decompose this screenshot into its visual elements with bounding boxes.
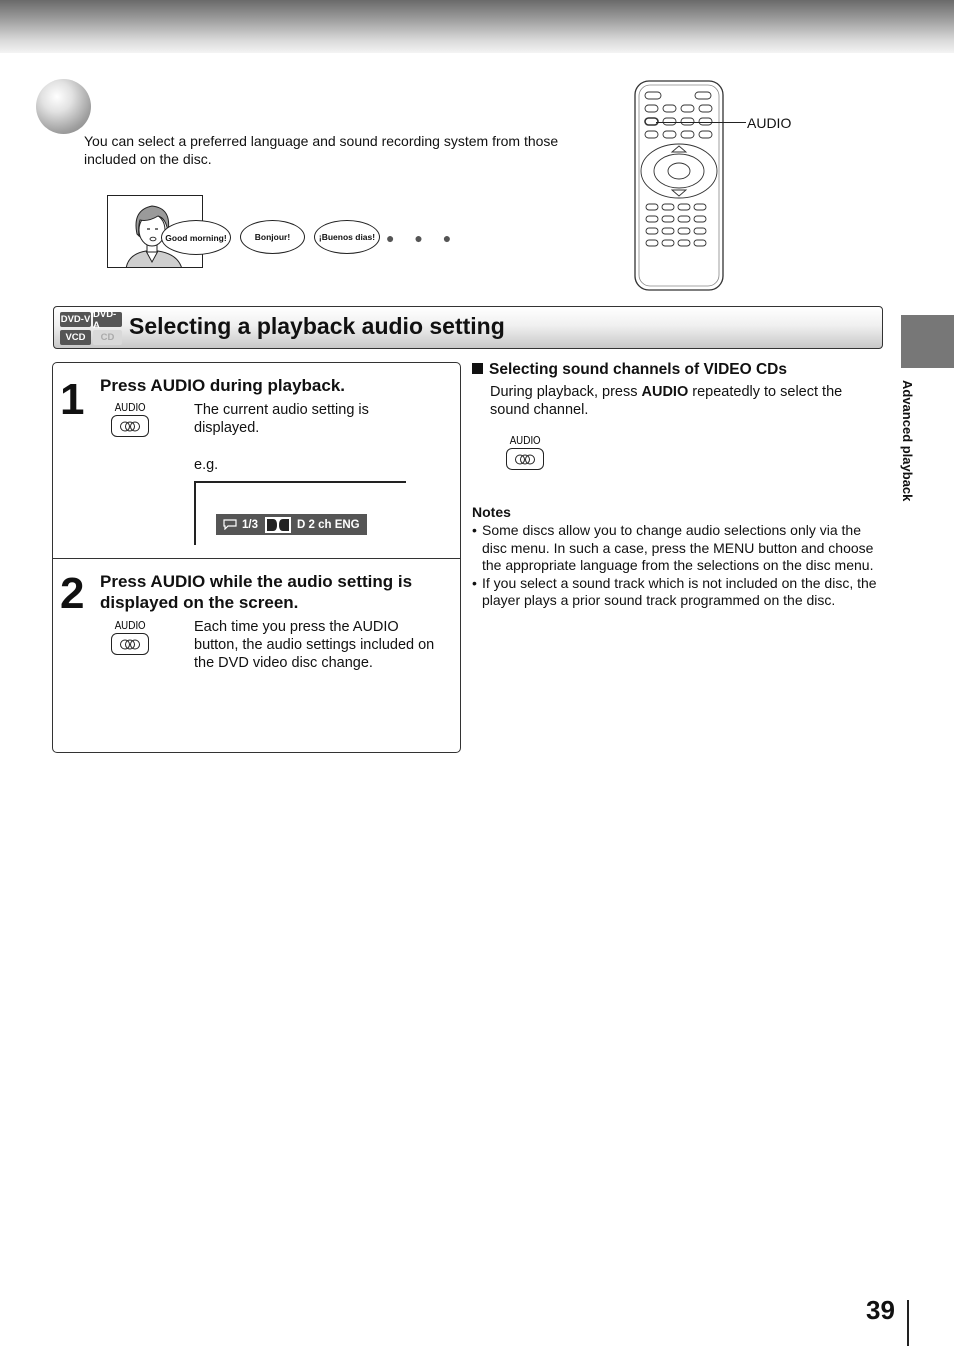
speech-icon bbox=[223, 519, 237, 530]
step-heading: Press AUDIO while the audio setting is displayed on the screen. bbox=[100, 572, 413, 612]
note-item: • If you select a sound track which is not included on the disc, the player plays a prior sound track programmed on the disc. bbox=[472, 575, 884, 610]
remote-control-illustration bbox=[634, 80, 724, 291]
chapter-tab bbox=[901, 315, 954, 368]
square-bullet-icon bbox=[472, 363, 483, 374]
vcd-subheading: Selecting sound channels of VIDEO CDs bbox=[472, 361, 787, 379]
note-item: • Some discs allow you to change audio selections only via the disc menu. In such a case, press the MENU button and choose the appropriate language from the selections on the disc menu. bbox=[472, 522, 884, 575]
page-number-bar bbox=[907, 1300, 909, 1346]
notes-list bbox=[472, 522, 884, 610]
example-label: e.g. bbox=[194, 457, 219, 473]
badge-vcd: VCD bbox=[60, 330, 91, 345]
dolby-digital-icon bbox=[265, 517, 291, 533]
step-number: 2 bbox=[60, 569, 85, 618]
speech-bubble: Bonjour! bbox=[240, 220, 305, 254]
osd-format: D 2 ch ENG bbox=[297, 518, 360, 531]
audio-icon bbox=[111, 633, 149, 655]
on-screen-display bbox=[216, 514, 367, 535]
audio-button-illustration: AUDIO bbox=[109, 401, 151, 437]
step-text: The current audio setting is displayed. bbox=[194, 402, 369, 436]
audio-button-illustration: AUDIO bbox=[504, 434, 546, 470]
notes-title: Notes bbox=[472, 504, 511, 520]
badge-dvd-a: DVD-A bbox=[93, 312, 122, 327]
intro-text: You can select a preferred language and sound recording system from those included on the disc. bbox=[84, 133, 559, 167]
audio-callout-label: AUDIO bbox=[747, 115, 792, 131]
badge-cd: CD bbox=[93, 330, 122, 345]
osd-track: 1/3 bbox=[242, 518, 258, 531]
vcd-text: During playback, press AUDIO repeatedly to select the sound channel. bbox=[490, 384, 843, 418]
step-number: 1 bbox=[60, 375, 85, 424]
speech-bubble: ¡Buenos dias! bbox=[314, 220, 380, 254]
badge-dvd-v: DVD-V bbox=[60, 314, 91, 325]
callout-line bbox=[656, 122, 746, 123]
step-heading: Press AUDIO during playback. bbox=[100, 376, 345, 395]
page-number: 39 bbox=[866, 1295, 895, 1325]
speech-bubble: Good morning! bbox=[161, 220, 231, 255]
section-header bbox=[53, 306, 883, 349]
audio-button-illustration: AUDIO bbox=[109, 619, 151, 655]
audio-icon bbox=[506, 448, 544, 470]
section-bullet-icon bbox=[36, 79, 91, 134]
ellipsis-dots: ● ● ● bbox=[386, 230, 460, 246]
header-band bbox=[0, 0, 954, 53]
chapter-label: Advanced playback bbox=[900, 380, 915, 502]
audio-icon bbox=[111, 415, 149, 437]
section-title: Selecting a playback audio setting bbox=[129, 313, 505, 339]
remote-control-icon bbox=[634, 80, 724, 291]
step-text: Each time you press the AUDIO button, the audio settings included on the DVD video disc change. bbox=[194, 619, 435, 671]
tv-screen-frame bbox=[194, 481, 406, 545]
steps-divider bbox=[52, 558, 461, 559]
